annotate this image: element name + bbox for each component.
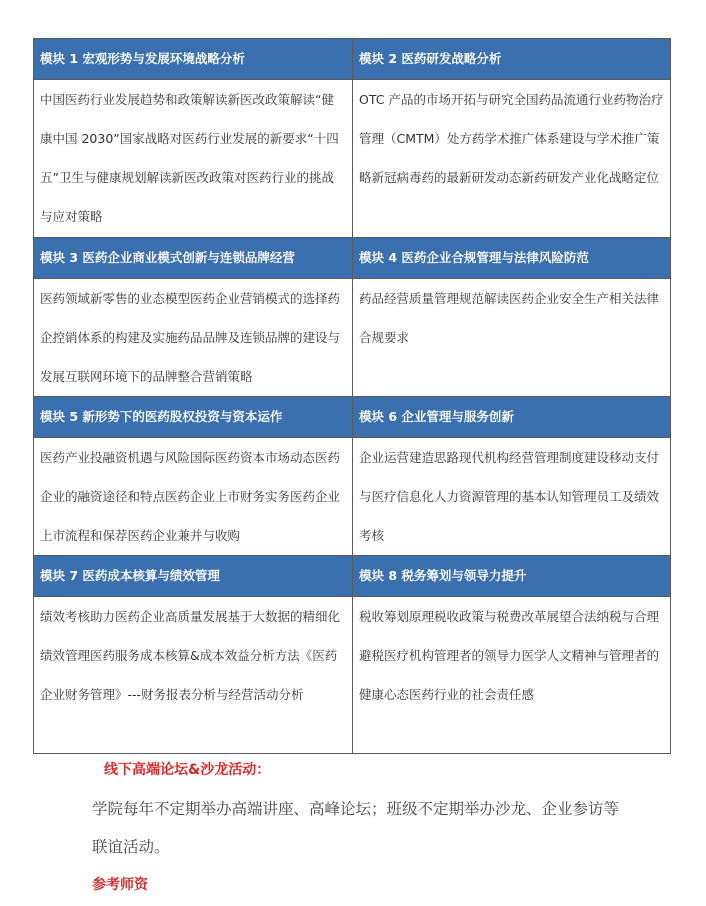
module-body-row [34, 80, 671, 238]
module-2-title: 模块 2 医药研发战略分析 [353, 39, 671, 80]
module-5-text: 医药产业投融资机遇与风险国际医药资本市场动态医药企业的融资途径和特点医药企业上市财务实务医药企业上市流程和保荐医药企业兼并与收购 [40, 450, 341, 543]
module-6-title: 模块 6 企业管理与服务创新 [353, 397, 671, 438]
module-4-text: 药品经营质量管理规范解读医药企业安全生产相关法律合规要求 [359, 291, 660, 345]
module-8-title: 模块 8 税务筹划与领导力提升 [353, 556, 671, 597]
module-body-row [34, 438, 671, 556]
module-7-text: 绩效考核助力医药企业高质量发展基于大数据的精细化绩效管理医药服务成本核算&成本效益分析方法《医药企业财务管理》---财务报表分析与经营活动分析 [40, 609, 341, 702]
module-4-title: 模块 4 医药企业合规管理与法律风险防范 [353, 238, 671, 279]
module-header-row [34, 397, 671, 438]
module-7-title: 模块 7 医药成本核算与绩效管理 [34, 556, 353, 597]
module-table [33, 38, 671, 754]
module-5-body [34, 438, 353, 556]
module-7-body [34, 597, 353, 754]
module-6-body [353, 438, 671, 556]
salon-description: 学院每年不定期举办高端讲座、高峰论坛；班级不定期举办沙龙、企业参访等联谊活动。 [92, 800, 620, 856]
module-header-row [34, 238, 671, 279]
faculty-heading: 参考师资 [92, 877, 148, 893]
module-1-text: 中国医药行业发展趋势和政策解读新医改政策解读“健康中国 2030”国家战略对医药行业发展的新要求“十四五”卫生与健康规划解读新医改政策对医药行业的挑战与应对策略 [40, 92, 339, 224]
module-8-text: 税收筹划原理税收政策与税费改革展望合法纳税与合理避税医疗机构管理者的领导力医学人文精神与管理者的健康心态医药行业的社会责任感 [359, 609, 660, 702]
module-5-title: 模块 5 新形势下的医药股权投资与资本运作 [34, 397, 353, 438]
module-body-row [34, 597, 671, 754]
salon-heading: 线下高端论坛&沙龙活动： [104, 762, 271, 778]
module-body-row [34, 279, 671, 397]
module-1-body [34, 80, 353, 238]
module-2-body [353, 80, 671, 238]
module-1-title: 模块 1 宏观形势与发展环境战略分析 [34, 39, 353, 80]
module-6-text: 企业运营建造思路现代机构经营管理制度建设移动支付与医疗信息化人力资源管理的基本认知管理员工及绩效考核 [359, 450, 660, 543]
module-header-row [34, 39, 671, 80]
module-3-body [34, 279, 353, 397]
module-8-body [353, 597, 671, 754]
module-4-body [353, 279, 671, 397]
module-3-text: 医药领域新零售的业态模型医药企业营销模式的选择药企控销体系的构建及实施药品品牌及连锁品牌的建设与发展互联网环境下的品牌整合营销策略 [40, 291, 341, 384]
module-2-text: OTC 产品的市场开拓与研究全国药品流通行业药物治疗管理（CMTM）处方药学术推广体系建设与学术推广策略新冠病毒药的最新研发动态新药研发产业化战略定位 [359, 92, 664, 185]
module-3-title: 模块 3 医药企业商业模式创新与连锁品牌经营 [34, 238, 353, 279]
module-header-row [34, 556, 671, 597]
